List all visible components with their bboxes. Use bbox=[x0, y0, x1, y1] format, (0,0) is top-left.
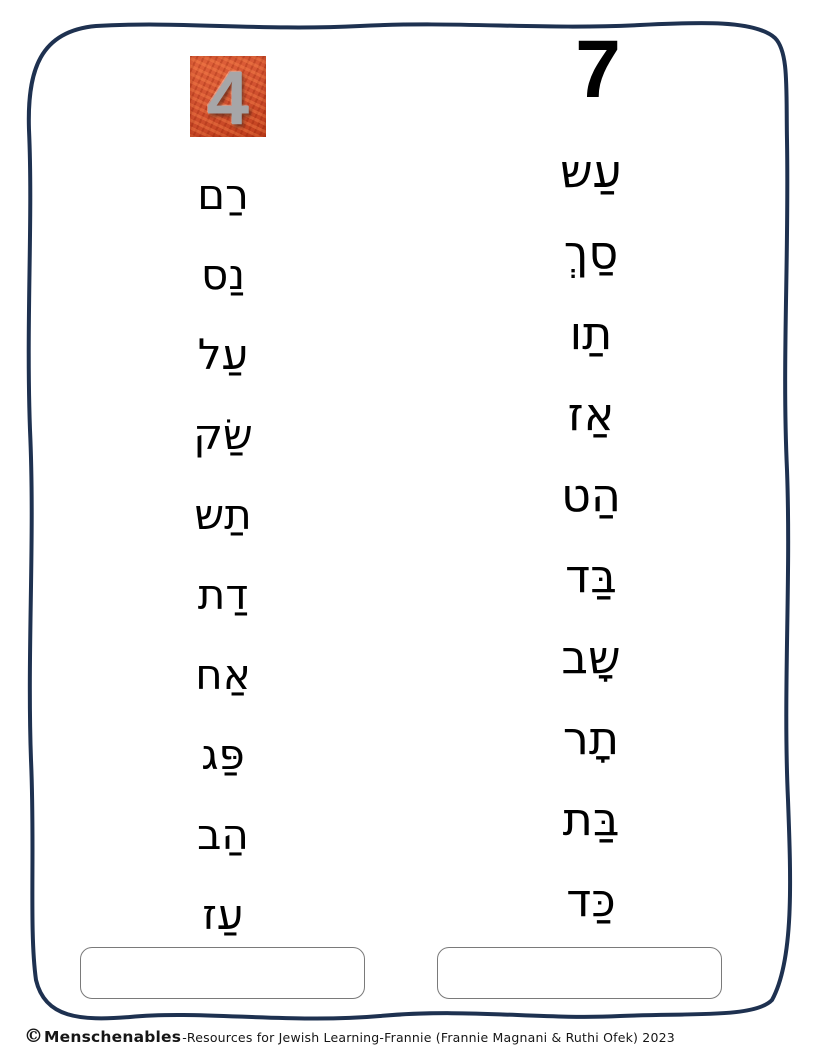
syllable-item: הַב bbox=[197, 809, 249, 859]
numeral-4: 4 bbox=[206, 55, 250, 141]
syllable-item: עַז bbox=[202, 889, 244, 939]
answer-box-left[interactable] bbox=[80, 947, 365, 999]
syllable-item: שַׂק bbox=[193, 409, 253, 459]
answer-box-right[interactable] bbox=[437, 947, 722, 999]
syllable-item: תַש bbox=[194, 489, 252, 539]
syllable-item: נַס bbox=[200, 249, 246, 299]
syllable-item: כַּד bbox=[566, 872, 616, 927]
syllable-item: תָר bbox=[562, 710, 620, 765]
syllable-item: עַש bbox=[560, 143, 622, 198]
syllable-item: אַז bbox=[567, 386, 615, 441]
syllable-item: דַת bbox=[197, 569, 249, 619]
syllable-item: פַּג bbox=[201, 729, 245, 779]
syllable-item: רַם bbox=[197, 169, 249, 219]
syllable-item: סַךְ bbox=[563, 224, 619, 279]
group-4-label-tile bbox=[190, 55, 266, 141]
syllable-item: בַּד bbox=[565, 548, 617, 603]
syllable-item: אַח bbox=[195, 649, 251, 699]
right-syllable-column bbox=[506, 130, 676, 940]
brand-name: Menschenables bbox=[44, 1028, 182, 1046]
syllable-item: שָב bbox=[561, 629, 621, 684]
syllable-item: הַט bbox=[561, 467, 621, 522]
left-syllable-column bbox=[138, 154, 308, 954]
syllable-item: בַּת bbox=[562, 791, 620, 846]
footer-credit bbox=[24, 1026, 794, 1046]
syllable-item: עַל bbox=[197, 329, 249, 379]
footer-tagline: -Resources for Jewish Learning-Frannie (Frannie Magnani & Ruthi Ofek) 2023 bbox=[182, 1030, 675, 1045]
copyright-symbol: © bbox=[24, 1025, 43, 1047]
syllable-item: תַו bbox=[569, 305, 613, 360]
group-7-label: 7 bbox=[575, 24, 621, 115]
